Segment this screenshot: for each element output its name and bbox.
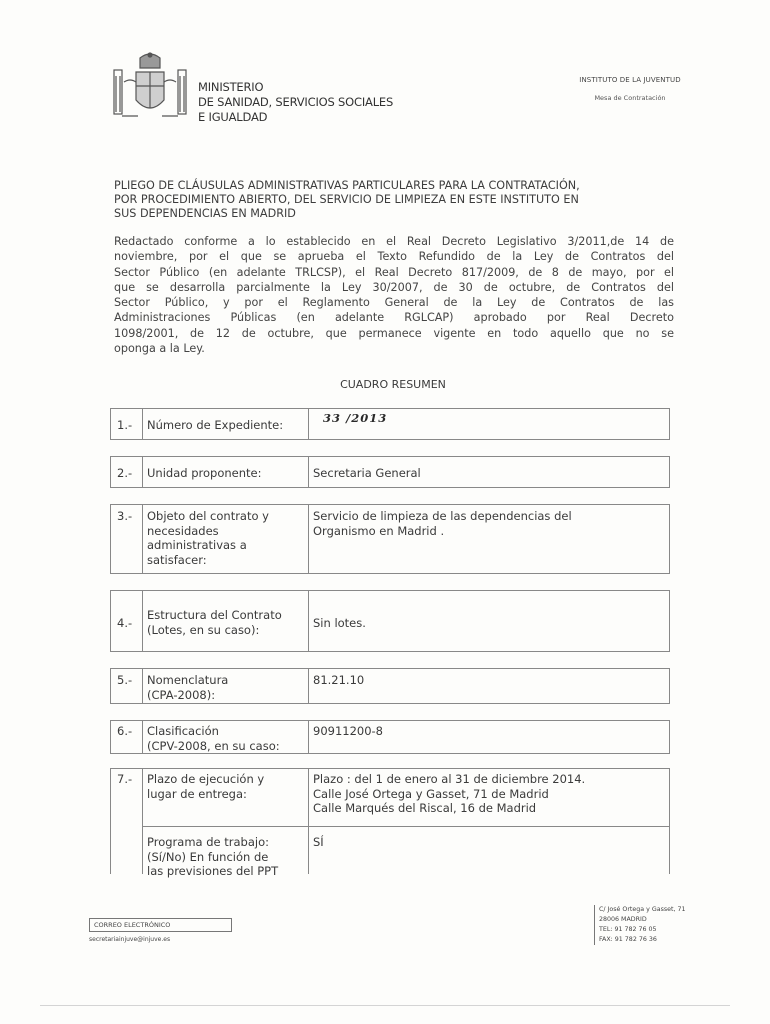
ministry-line: MINISTERIO <box>198 80 264 94</box>
summary-row-7 <box>110 768 670 878</box>
row-label-line: Objeto del contrato y <box>147 509 269 523</box>
row-label-line: Nomenclatura <box>147 673 229 687</box>
row-value-handwritten: 33 /2013 <box>323 411 388 425</box>
ministry-name <box>198 80 393 125</box>
row-label-line: (CPA-2008): <box>147 687 216 702</box>
intro-line: Administraciones Públicas (en adelante RGLCAP) aprobado por Real Decreto <box>114 311 674 325</box>
row-value-line: Calle José Ortega y Gasset, 71 de Madrid <box>313 786 549 801</box>
title-line: SUS DEPENDENCIAS EN MADRID <box>114 207 296 220</box>
institute-header <box>560 76 700 102</box>
institute-unit: Mesa de Contratación <box>594 94 666 102</box>
intro-line: Sector Público, y por el Reglamento General de la Ley de Contratos de las <box>114 296 674 310</box>
row-label-line: necesidades <box>147 523 219 538</box>
row-label-line: administrativas a <box>147 538 247 552</box>
row-value <box>309 769 669 874</box>
row-value-line: Servicio de limpieza de las dependencias del <box>313 509 572 523</box>
row-label <box>143 721 309 753</box>
row-label-line: (CPV-2008, en su caso: <box>147 738 280 753</box>
row-value-line: Plazo : del 1 de enero al 31 de diciembre 2014. <box>313 772 586 786</box>
address-line: FAX: 91 782 76 36 <box>599 936 657 943</box>
summary-table-title: CUADRO RESUMEN <box>340 378 446 391</box>
row-label: Unidad proponente: <box>143 457 309 487</box>
row-number: 5.- <box>111 669 143 703</box>
row-value: 90911200-8 <box>313 724 383 738</box>
intro-line: oponga a la Ley. <box>114 342 205 356</box>
address-line: 28006 MADRID <box>599 916 647 923</box>
row-label: Número de Expediente: <box>143 409 309 439</box>
intro-line: Redactado conforme a lo establecido en el Real Decreto Legislativo 3/2011,de 14 de <box>114 235 674 248</box>
address-line: TEL: 91 782 76 05 <box>599 926 657 933</box>
row-label-line: lugar de entrega: <box>147 786 247 801</box>
row-value: 81.21.10 <box>313 673 365 687</box>
row-label <box>143 591 309 651</box>
row-number: 2.- <box>111 457 143 487</box>
summary-row-1 <box>110 408 670 440</box>
intro-line: noviembre, por el que se aprueba el Texto Refundido de la Ley de Contratos del <box>114 250 674 264</box>
ministry-line: DE SANIDAD, SERVICIOS SOCIALES <box>198 95 394 109</box>
row-value-line: Calle Marqués del Riscal, 16 de Madrid <box>313 801 537 815</box>
email-address: secretariainjuve@injuve.es <box>89 936 171 943</box>
row-number: 3.- <box>111 505 143 573</box>
title-line: PLIEGO DE CLÁUSULAS ADMINISTRATIVAS PARTICULARES PARA LA CONTRATACIÓN, <box>114 179 580 192</box>
row-value-line: Organismo en Madrid . <box>313 523 445 538</box>
row-label-line: Estructura del Contrato <box>147 608 282 622</box>
ministry-line: E IGUALDAD <box>198 110 268 124</box>
row-label <box>143 769 309 878</box>
row-sublabel-line: Programa de trabajo: <box>147 835 269 849</box>
row-label <box>143 505 309 573</box>
row-number: 7.- <box>111 769 143 874</box>
summary-row-2 <box>110 456 670 488</box>
row-number: 6.- <box>111 721 143 753</box>
row-value: Secretaria General <box>313 466 421 480</box>
summary-row-4 <box>110 590 670 652</box>
row-label-line: Clasificación <box>147 724 219 738</box>
coat-of-arms-icon <box>110 52 190 124</box>
intro-line: 1098/2001, de 12 de octubre, que permanece vigente en todo aquello que no se <box>114 326 674 340</box>
row-subvalue-line: SÍ <box>313 835 324 849</box>
row-value <box>309 505 669 573</box>
row-number: 1.- <box>111 409 143 439</box>
summary-row-6 <box>110 720 670 754</box>
institute-name: INSTITUTO DE LA JUVENTUD <box>579 76 681 84</box>
address-line: C/ José Ortega y Gasset, 71 <box>599 906 686 913</box>
row-sublabel-line: (Sí/No) En función de <box>147 849 269 864</box>
email-label-box: CORREO ELECTRÓNICO <box>89 918 232 932</box>
intro-paragraph <box>114 234 674 356</box>
summary-row-3 <box>110 504 670 574</box>
row-label-line: satisfacer: <box>147 552 207 567</box>
row-number: 4.- <box>111 591 143 651</box>
page-bottom-rule <box>40 1005 730 1006</box>
row-divider <box>143 826 669 827</box>
intro-line: que se desarrolla parcialmente la Ley 30/2007, de 30 de octubre, de Contratos del <box>114 280 674 294</box>
document-title <box>114 179 674 221</box>
row-label-line: Plazo de ejecución y <box>147 772 265 786</box>
row-sublabel-line: las previsiones del PPT <box>147 864 279 878</box>
row-label-line: (Lotes, en su caso): <box>147 622 260 637</box>
address-block <box>594 905 686 945</box>
summary-row-5 <box>110 668 670 704</box>
intro-line: Sector Público (en adelante TRLCSP), el Real Decreto 817/2009, de 8 de mayo, por el <box>114 265 674 279</box>
row-value: Sin lotes. <box>313 616 366 630</box>
title-line: POR PROCEDIMIENTO ABIERTO, DEL SERVICIO DE LIMPIEZA EN ESTE INSTITUTO EN <box>114 193 579 206</box>
row-label <box>143 669 309 703</box>
